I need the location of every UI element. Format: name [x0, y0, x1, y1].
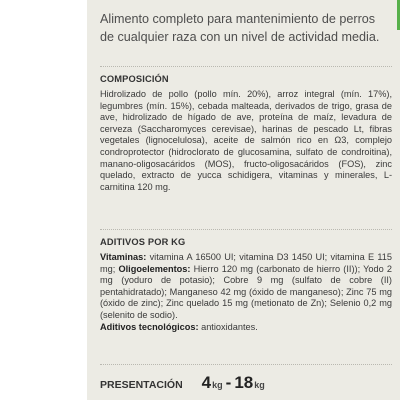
divider-bottom: [100, 364, 392, 365]
presentacion-row: [100, 373, 265, 397]
size-4-unit: kg: [212, 380, 223, 390]
composicion-text: Hidrolizado de pollo (pollo mín. 20%), arroz integral (mín. 17%), legumbres (mín. 15%), cebada malteada, derivados de trigo, grasa de ave, hidrolizado de hígado de ave, proteína de maíz, levadura de cerveza (Saccharomyces cerevisae), harinas de pescado Lt, fibras vegetales (lignocelulosa), aceite de salmón rico en Ω3, complejo condroprotector (hidroclorato de glucosamina, sulfato de condroitina), manano-oligosacáridos (MOS), fructo-oligosacáridos (FOS), zinc quelado, extracto de yucca schidigera, vitaminas y minerales, L-carnitina 120 mg.: [100, 89, 392, 192]
size-18-value: 18: [234, 373, 254, 392]
vitaminas-text: vitamina A 16500 UI; vitamina D3 1450 UI; vitamina E 115 mg;: [100, 252, 392, 274]
vitaminas-label: Vitaminas:: [100, 252, 147, 262]
aditivos-text: [100, 252, 392, 333]
tecnologicos-label: Aditivos tecnológicos:: [100, 321, 199, 332]
product-info-panel: [87, 0, 400, 400]
composicion-heading: COMPOSICIÓN: [100, 74, 169, 84]
size-18-unit: kg: [254, 380, 265, 390]
size-separator: -: [225, 373, 232, 392]
divider-middle: [100, 229, 392, 230]
oligoelementos-label: Oligoelementos:: [118, 263, 191, 274]
aditivos-heading: ADITIVOS POR KG: [100, 237, 186, 247]
oligoelementos-text: Hierro 120 mg (carbonato de hierro (II)); Yodo 2 mg (yoduro de potasio); Cobre 9 mg (sulfato de cobre (II) pentahidratado); Manganeso 42 mg (óxido de manganeso); Zinc 75 mg (óxido de zinc); Zinc quelado 15 mg (metionato de Zn); Selenio 0,2 mg (selenito de sodio).: [100, 263, 393, 320]
size-4-value: 4: [201, 373, 212, 392]
divider-top: [100, 66, 392, 67]
tecnologicos-text: antioxidantes.: [198, 321, 258, 332]
product-intro-text: Alimento completo para mantenimiento de perros de cualquier raza con un nivel de actividad media.: [100, 12, 380, 44]
presentacion-label: PRESENTACIÓN: [100, 379, 183, 391]
